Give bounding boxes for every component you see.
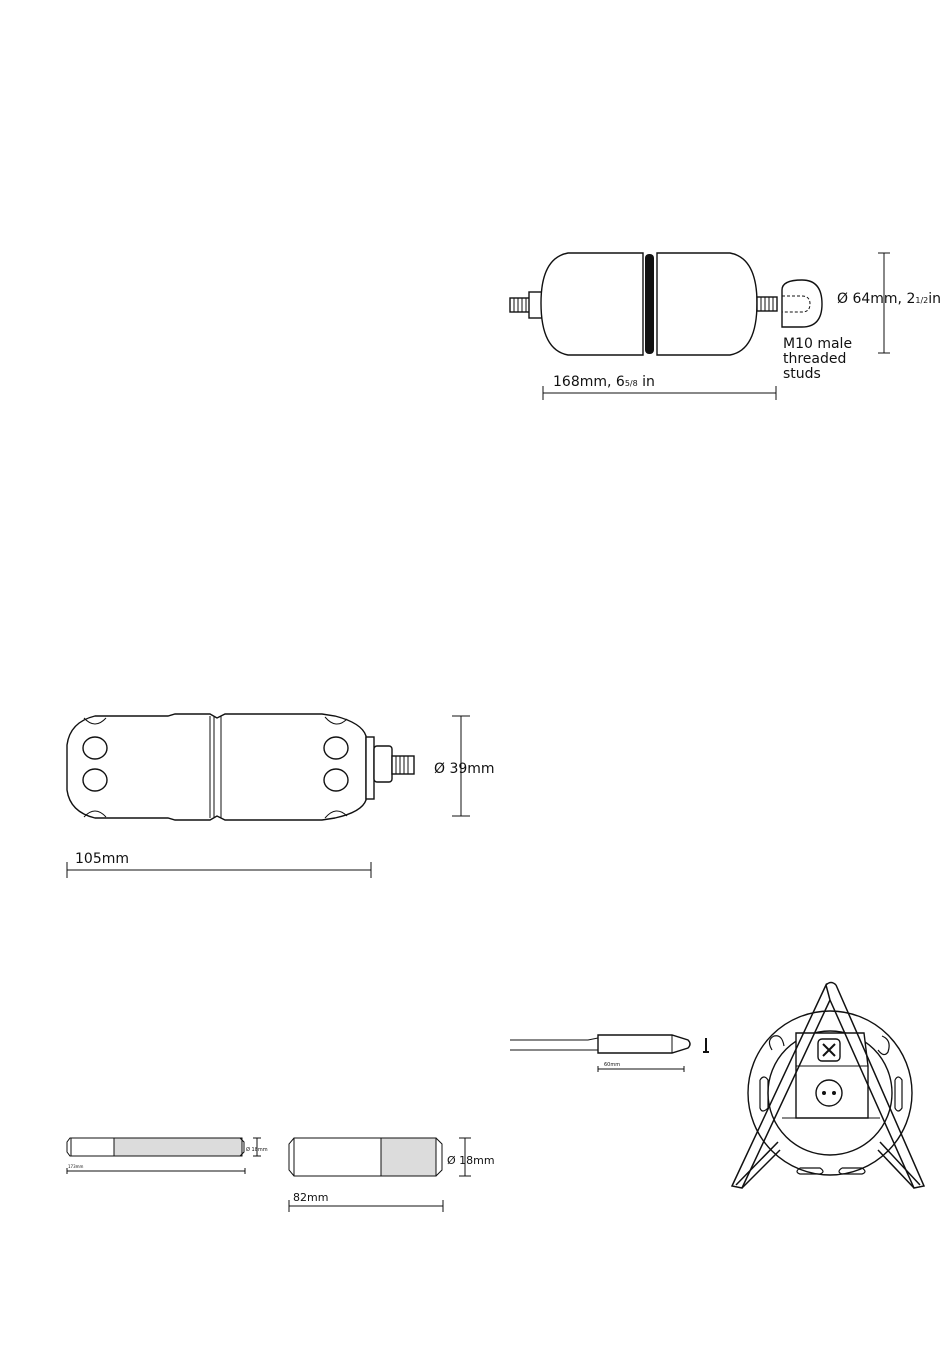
drawing-b-diameter-label: Ø 39mm (434, 761, 495, 777)
drawing-a-left-stud-thread (510, 298, 530, 312)
drawing-b-nut (366, 737, 374, 799)
drawing-c-diameter-label: Ø 18mm (246, 1147, 268, 1153)
drawing-b-width-label: 105mm (75, 851, 129, 867)
drawing-a-capsule-with-studs (510, 253, 941, 400)
drawing-b-dimple (324, 769, 348, 791)
drawing-d-width-label: 82mm (293, 1191, 329, 1204)
drawing-e-end-marker (703, 1038, 709, 1052)
drawing-f-reel-stand (732, 983, 924, 1189)
drawing-a-end-cap (782, 280, 822, 327)
drawing-e-cable (510, 1038, 598, 1050)
drawing-b-dimple (83, 737, 107, 759)
drawing-f-socket-pin (822, 1091, 826, 1095)
drawing-b-dimple (83, 769, 107, 791)
drawing-d-diameter-label: Ø 18mm (447, 1154, 495, 1167)
drawing-a-stud-label-line3: studs (783, 366, 821, 382)
drawing-b-stud-thread (392, 756, 414, 774)
drawing-f-socket (816, 1080, 842, 1106)
drawing-e-probe (510, 1035, 709, 1072)
drawing-c-long-rod (67, 1138, 268, 1174)
drawing-c-width-dimension-line (67, 1168, 245, 1174)
drawing-d-rod-shaded-section (381, 1138, 436, 1176)
drawing-a-right-body (657, 253, 757, 355)
drawing-b-body-outline (67, 714, 366, 820)
drawing-a-right-stud-thread (757, 297, 777, 311)
drawing-d-short-rod (289, 1138, 495, 1212)
drawing-e-probe-body (598, 1035, 690, 1053)
drawing-a-width-label: 168mm, 65/8 in (553, 374, 655, 390)
drawing-f-socket-pin (832, 1091, 836, 1095)
drawing-b-hex-nut (374, 746, 392, 782)
drawing-b-knurled-handle (67, 714, 495, 878)
drawing-c-width-label: 173mm (68, 1164, 84, 1169)
drawing-a-left-body (541, 253, 643, 355)
drawing-a-stud-label-line1: M10 male (783, 336, 853, 352)
drawing-c-rod-shaded-section (114, 1138, 242, 1156)
drawing-b-dimple (324, 737, 348, 759)
drawing-a-center-ring (645, 254, 654, 354)
drawing-a-diameter-label: Ø 64mm, 21/2in (837, 291, 942, 307)
drawing-e-width-label: 60mm (604, 1062, 621, 1068)
drawing-a-stud-label-line2: threaded (783, 351, 847, 367)
